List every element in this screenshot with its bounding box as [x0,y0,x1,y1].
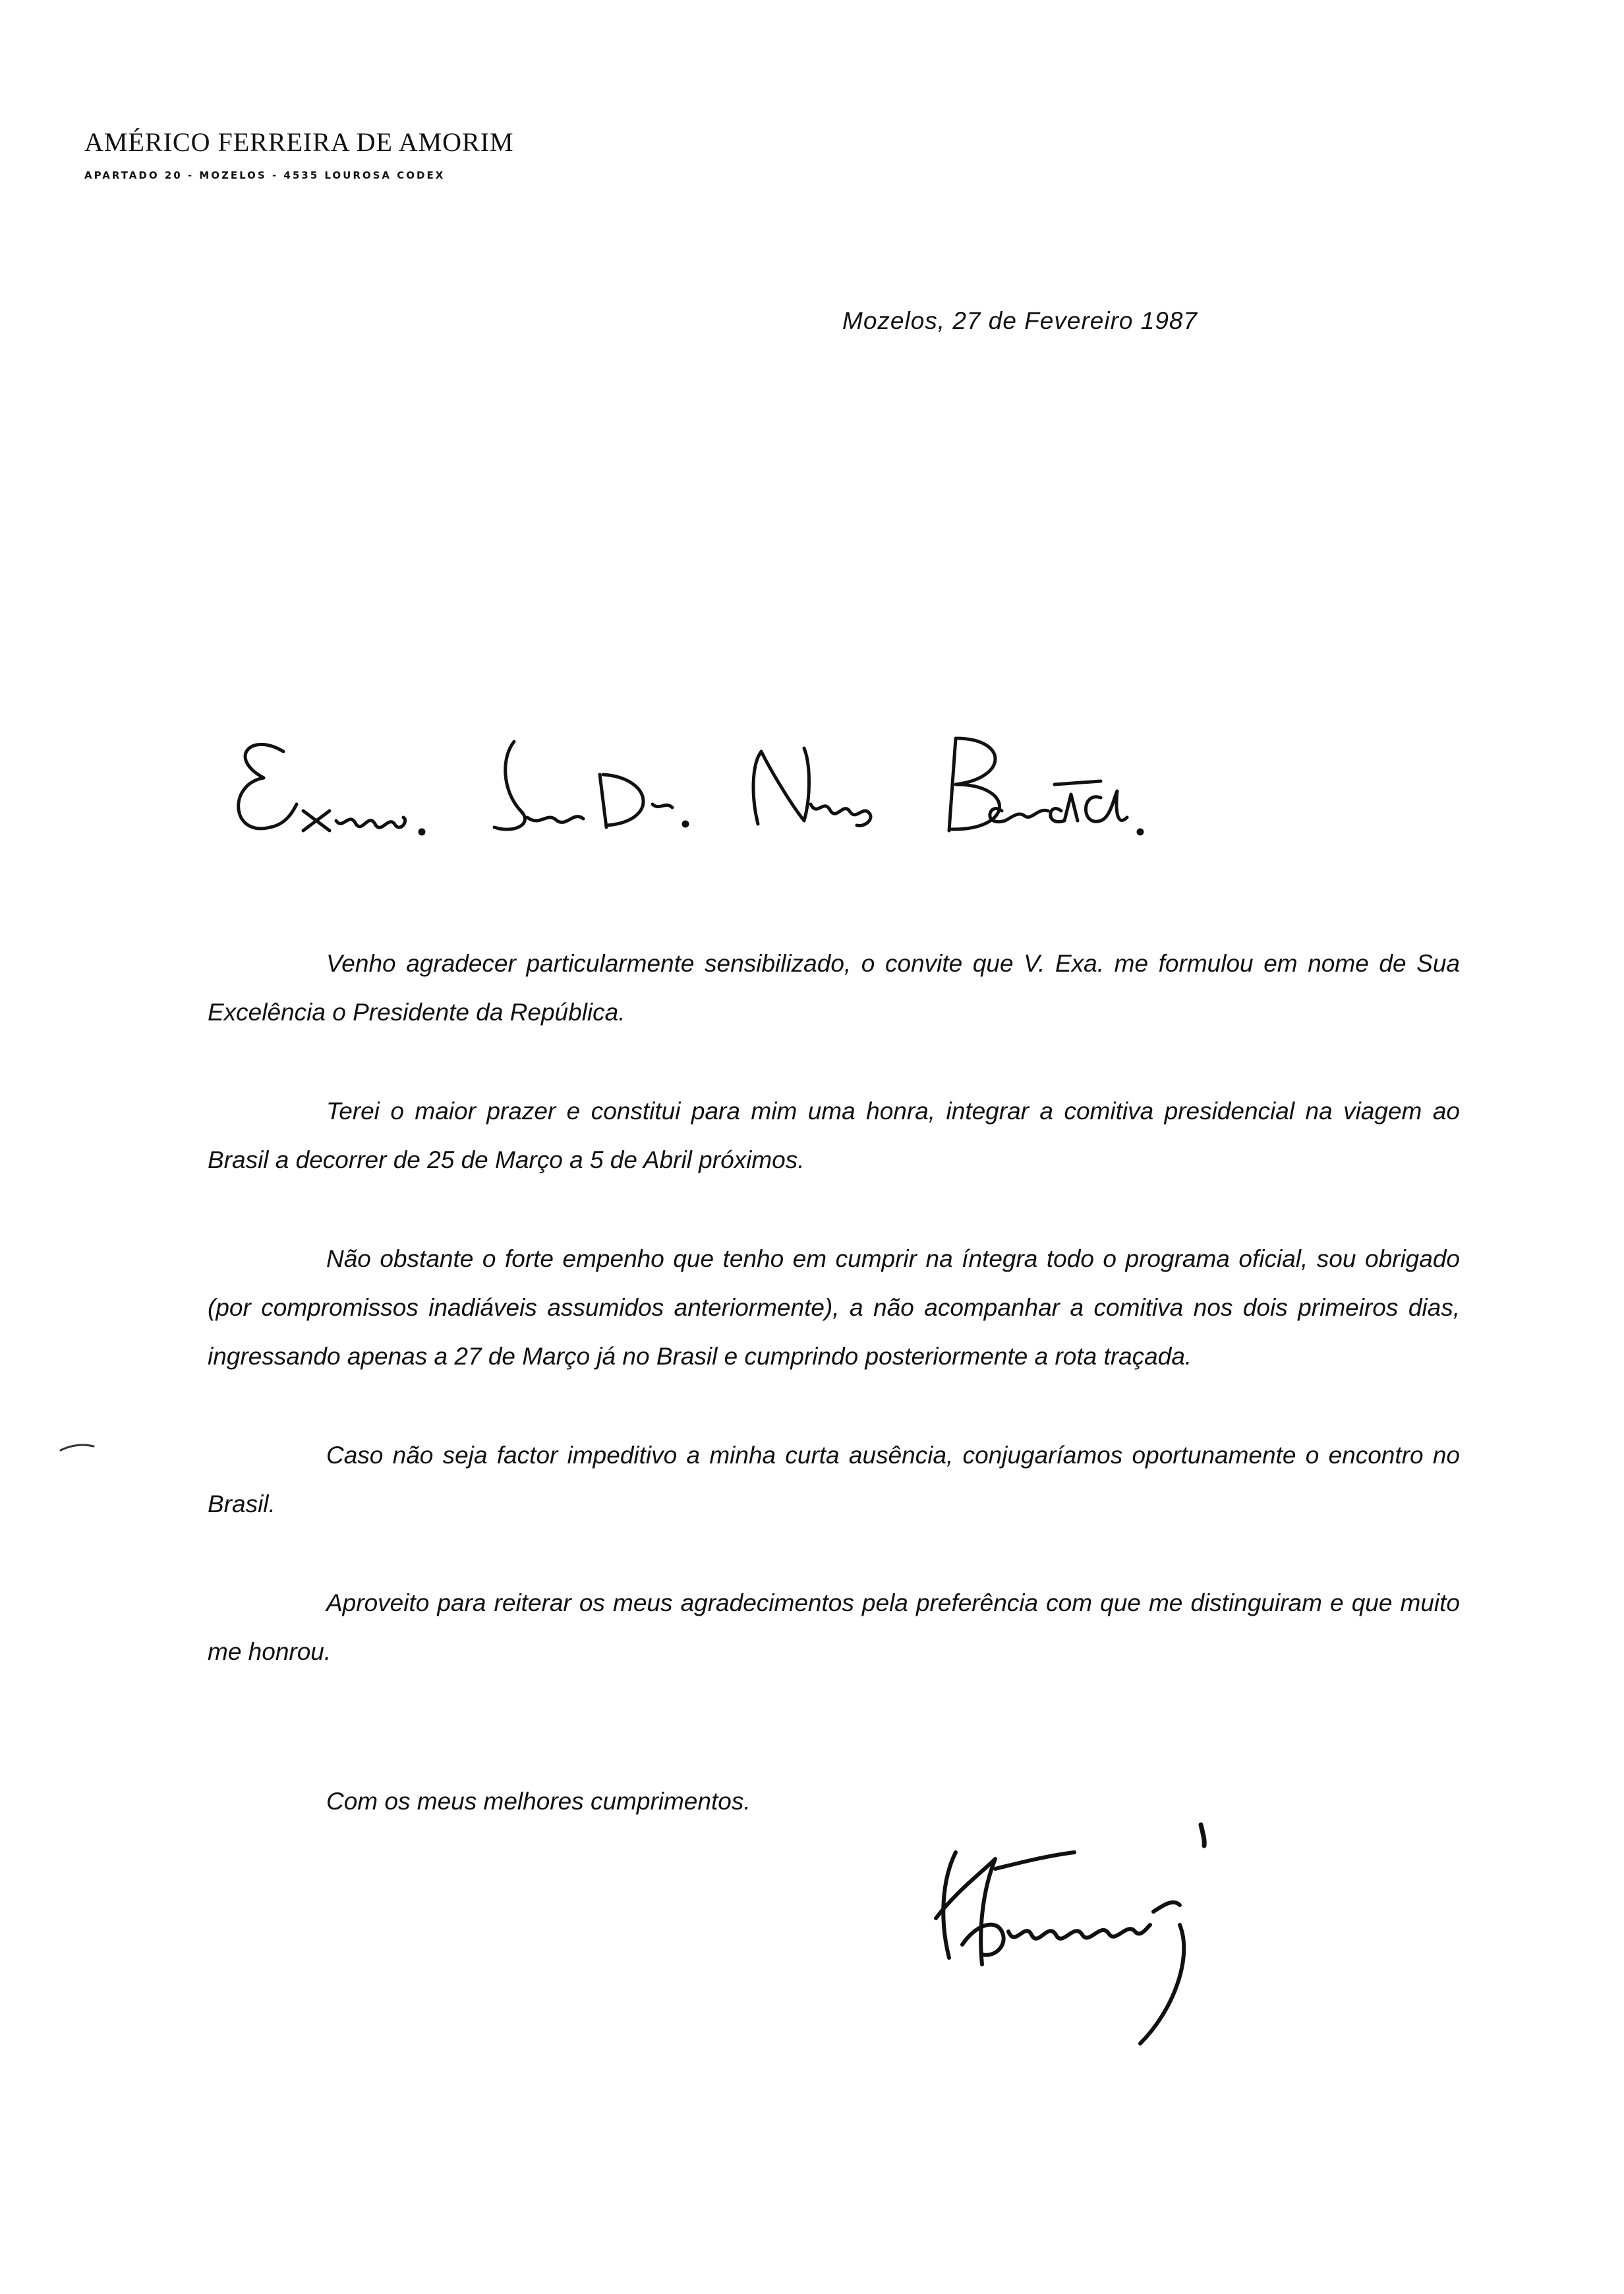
letter-body [208,939,1460,1726]
letterhead-name: AMÉRICO FERREIRA DE AMORIM [84,127,514,157]
letterhead-address: APARTADO 20 - MOZELOS - 4535 LOUROSA CODEX [84,169,446,181]
closing-line: Com os meus melhores cumprimentos. [326,1788,751,1815]
body-paragraph: Caso não seja factor impeditivo a minha curta ausência, conjugaríamos oportunamente o encontro no Brasil. [208,1442,1460,1517]
margin-dash-icon [58,1437,98,1457]
body-paragraph: Não obstante o forte empenho que tenho em cumprir na íntegra todo o programa oficial, sou obrigado (por compromissos inadiáveis assumidos anteriormente), a não acompanhar a comitiva nos dois primeiros dias, ingressando apenas a 27 de Março já no Brasil e cumprindo posteriormente a rota traçada. [208,1245,1460,1370]
margin-mark [58,1437,98,1457]
body-paragraph: Terei o maior prazer e constitui para mim uma honra, integrar a comitiva presidencial na viagem ao Brasil a decorrer de 25 de Março a 5 de Abril próximos. [208,1098,1460,1173]
signature [916,1800,1259,2050]
handwritten-salutation-icon [231,712,1285,864]
letter-date: Mozelos, 27 de Fevereiro 1987 [842,307,1198,334]
handwritten-salutation [231,712,1285,864]
handwritten-signature-icon [916,1800,1259,2050]
body-paragraph: Venho agradecer particularmente sensibilizado, o convite que V. Exa. me formulou em nome de Sua Excelência o Presidente da República. [208,950,1460,1026]
body-paragraph: Aproveito para reiterar os meus agradecimentos pela preferência com que me distinguiram e que muito me honrou. [208,1589,1460,1665]
